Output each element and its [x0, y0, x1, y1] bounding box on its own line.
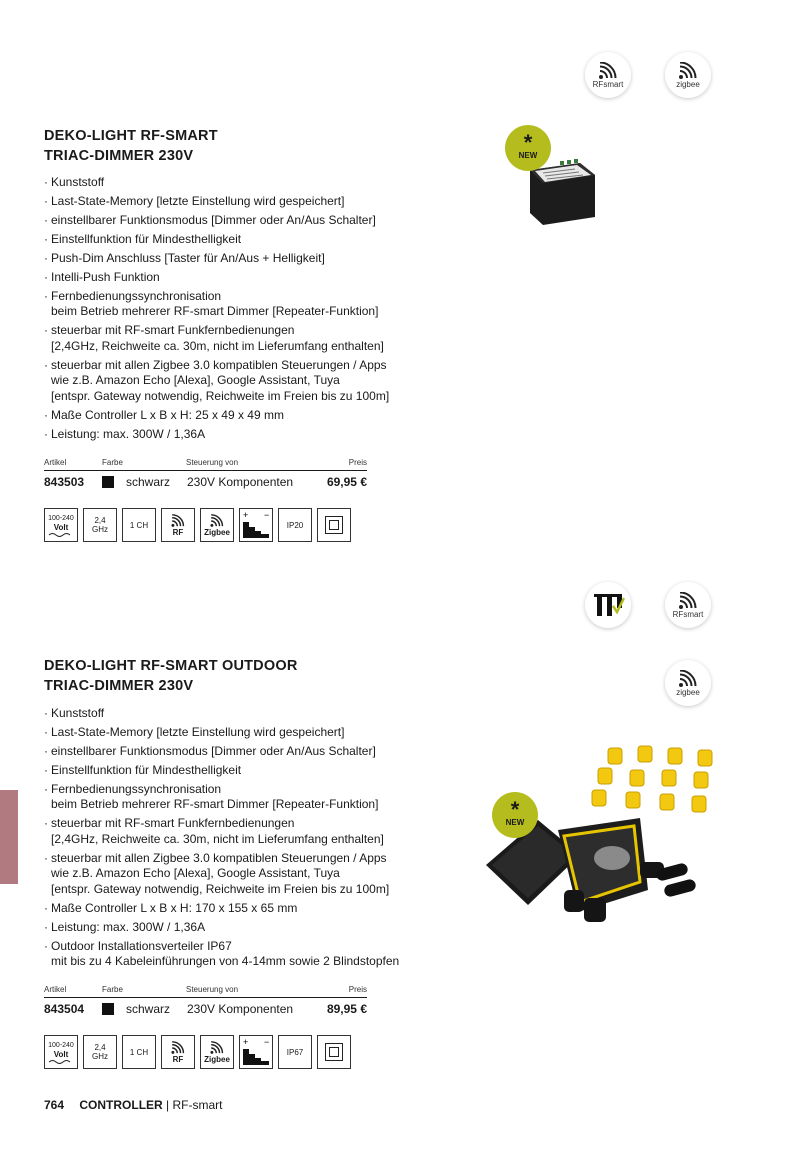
product-table [44, 456, 367, 489]
svg-text:+: + [243, 510, 249, 520]
footer-separator: | [166, 1098, 170, 1112]
svg-text:+: + [243, 1037, 249, 1047]
voltage-icon: 100-240 Volt [44, 508, 78, 542]
spotlights-badge [585, 582, 631, 628]
feature-item: · steuerbar mit allen Zigbee 3.0 kompatiblen Steuerungen / Apps wie z.B. Amazon Echo [Alexa], Google Assistant, Tuya [entspr. Gateway notwendig, Reichweite im Freien bis zu 100m] [44, 358, 444, 404]
ip-rating-icon: IP67 [278, 1035, 312, 1069]
section-tab [0, 790, 18, 884]
product-title [44, 656, 298, 696]
voltage-icon: 100-240 Volt [44, 1035, 78, 1069]
feature-item: · Leistung: max. 300W / 1,36A [44, 920, 444, 935]
header-preis: Preis [348, 985, 367, 994]
title-line: TRIAC-DIMMER 230V [44, 678, 194, 694]
rf-smart-badge [585, 52, 631, 98]
header-farbe: Farbe [102, 458, 123, 467]
page-number: 764 [44, 1098, 65, 1112]
new-label: NEW [505, 818, 525, 827]
header-farbe: Farbe [102, 985, 123, 994]
new-label: NEW [518, 151, 538, 160]
control-type: 230V Komponenten [187, 1002, 294, 1016]
rf-smart-badge [665, 582, 711, 628]
wifi-signal-icon [677, 670, 699, 688]
new-badge [505, 125, 551, 171]
control-type: 230V Komponenten [187, 475, 294, 489]
color-name: schwarz [126, 475, 171, 489]
zigbee-badge [665, 52, 711, 98]
feature-item: · Push-Dim Anschluss [Taster für An/Aus + Helligkeit] [44, 251, 444, 266]
rf-icon: RF [161, 1035, 195, 1069]
spotlights-icon [591, 590, 625, 620]
product-table [44, 983, 367, 1016]
feature-item: · Maße Controller L x B x H: 170 x 155 x 65 mm [44, 901, 444, 916]
price: 69,95 € [326, 475, 367, 489]
frequency-icon: 2,4 GHz [83, 508, 117, 542]
feature-item: · Einstellfunktion für Mindesthelligkeit [44, 763, 444, 778]
frequency-icon: 2,4 GHz [83, 1035, 117, 1069]
header-steuerung: Steuerung von [186, 458, 239, 467]
feature-list [44, 175, 444, 446]
color-swatch [102, 1003, 114, 1015]
dimmable-icon [239, 508, 273, 542]
star-icon: * [510, 797, 520, 822]
article-number: 843504 [44, 1002, 85, 1016]
wifi-signal-icon [677, 592, 699, 610]
badge-label: zigbee [676, 79, 700, 89]
new-badge [492, 792, 538, 838]
feature-item: · einstellbarer Funktionsmodus [Dimmer oder An/Aus Schalter] [44, 213, 444, 228]
svg-text:−: − [264, 1037, 270, 1047]
feature-item: · einstellbarer Funktionsmodus [Dimmer oder An/Aus Schalter] [44, 744, 444, 759]
feature-item: · Maße Controller L x B x H: 25 x 49 x 49 mm [44, 408, 444, 423]
product-image [480, 740, 730, 950]
spec-icons [44, 508, 351, 542]
feature-item: · Einstellfunktion für Mindesthelligkeit [44, 232, 444, 247]
badge-label: RFsmart [592, 79, 624, 89]
title-line: DEKO-LIGHT RF-SMART OUTDOOR [44, 658, 298, 674]
wifi-signal-icon [597, 62, 619, 80]
outdoor-box-illustration [480, 740, 730, 950]
feature-item: · Last-State-Memory [letzte Einstellung wird gespeichert] [44, 725, 444, 740]
title-line: TRIAC-DIMMER 230V [44, 148, 194, 164]
wifi-signal-icon [677, 62, 699, 80]
header-artikel: Artikel [44, 985, 67, 994]
badge-label: zigbee [676, 687, 700, 697]
product-title [44, 126, 218, 166]
channel-icon: 1 CH [122, 1035, 156, 1069]
table-header [44, 983, 367, 998]
header-steuerung: Steuerung von [186, 985, 239, 994]
subsection-name: RF-smart [172, 1098, 223, 1112]
feature-item: · Kunststoff [44, 706, 444, 721]
section-name: CONTROLLER [79, 1098, 163, 1112]
article-number: 843503 [44, 475, 85, 489]
header-preis: Preis [348, 458, 367, 467]
color-name: schwarz [126, 1002, 171, 1016]
feature-item: · Kunststoff [44, 175, 444, 190]
protection-class-icon [317, 1035, 351, 1069]
protection-class-icon [317, 508, 351, 542]
star-icon: * [523, 130, 533, 155]
zigbee-icon: Zigbee [200, 1035, 234, 1069]
table-row [44, 471, 367, 489]
svg-text:−: − [264, 510, 270, 520]
dimmable-icon [239, 1035, 273, 1069]
ip-rating-icon: IP20 [278, 508, 312, 542]
zigbee-icon: Zigbee [200, 508, 234, 542]
feature-item: · Fernbedienungssynchronisation beim Betrieb mehrerer RF-smart Dimmer [Repeater-Funktion] [44, 782, 444, 813]
badge-label: RFsmart [672, 609, 704, 619]
rf-icon: RF [161, 508, 195, 542]
feature-item: · Intelli-Push Funktion [44, 270, 444, 285]
zigbee-badge [665, 660, 711, 706]
table-header [44, 456, 367, 471]
table-row [44, 998, 367, 1016]
feature-item: · Fernbedienungssynchronisation beim Betrieb mehrerer RF-smart Dimmer [Repeater-Funktion] [44, 289, 444, 320]
feature-item: · Outdoor Installationsverteiler IP67 mit bis zu 4 Kabeleinführungen von 4-14mm sowie 2 Blindstopfen [44, 939, 444, 970]
page-footer [44, 1098, 223, 1112]
color-swatch [102, 476, 114, 488]
feature-item: · Last-State-Memory [letzte Einstellung wird gespeichert] [44, 194, 444, 209]
price: 89,95 € [326, 1002, 367, 1016]
header-artikel: Artikel [44, 458, 67, 467]
title-line: DEKO-LIGHT RF-SMART [44, 128, 218, 144]
feature-item: · steuerbar mit RF-smart Funkfernbedienungen [2,4GHz, Reichweite ca. 30m, nicht im Lieferumfang enthalten] [44, 816, 444, 847]
feature-item: · Leistung: max. 300W / 1,36A [44, 427, 444, 442]
feature-list [44, 706, 444, 973]
channel-icon: 1 CH [122, 508, 156, 542]
feature-item: · steuerbar mit RF-smart Funkfernbedienungen [2,4GHz, Reichweite ca. 30m, nicht im Lieferumfang enthalten] [44, 323, 444, 354]
feature-item: · steuerbar mit allen Zigbee 3.0 kompatiblen Steuerungen / Apps wie z.B. Amazon Echo [Alexa], Google Assistant, Tuya [entspr. Gateway notwendig, Reichweite im Freien bis zu 100m] [44, 851, 444, 897]
spec-icons [44, 1035, 351, 1069]
